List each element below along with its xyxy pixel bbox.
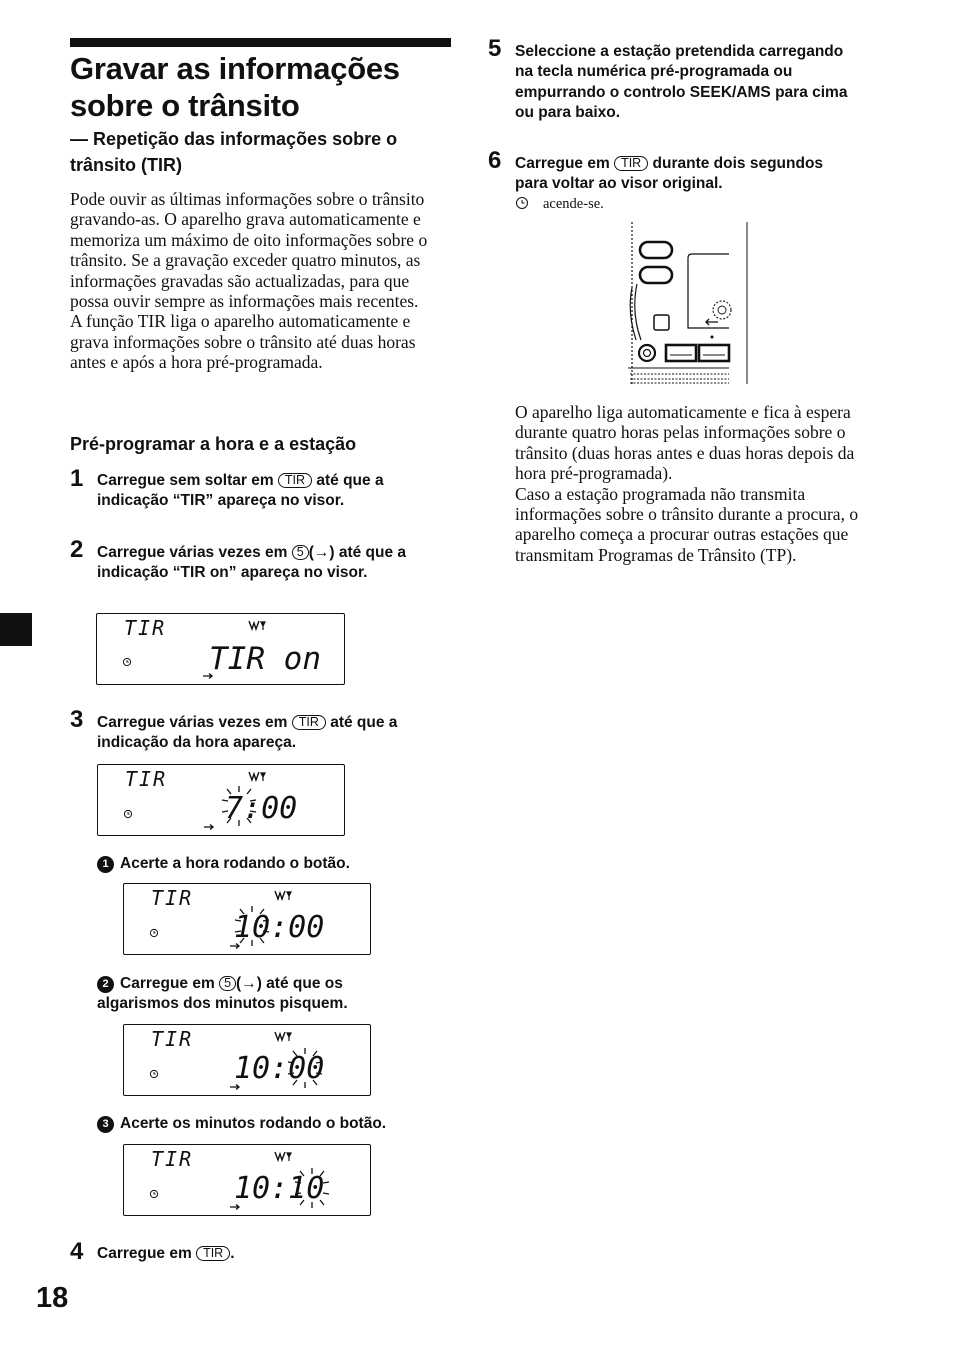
title-line-2: sobre o trânsito [70, 88, 300, 123]
arrow-label: (→) [236, 975, 262, 992]
step-6-text-a: Carregue em [515, 155, 610, 172]
lcd-display-4 [123, 1024, 371, 1096]
substep-3-text: Acerte os minutos rodando o botão. [120, 1115, 387, 1132]
substep-1 [97, 854, 452, 874]
lcd-label: TIR [125, 767, 168, 791]
lcd-main-text: 10:00 [234, 910, 325, 945]
tir-key: TIR [292, 715, 326, 730]
title-bar [70, 38, 451, 47]
title-line-1: Gravar as informações [70, 51, 400, 86]
step-4-text-a: Carregue em [97, 1245, 192, 1262]
lcd-label: TIR [124, 616, 167, 640]
page-number: 18 [36, 1282, 69, 1314]
substep-marker-3: 3 [97, 1116, 114, 1133]
lcd-display-3 [123, 883, 371, 955]
subtitle-line-2: trânsito (TIR) [70, 155, 182, 175]
closing-paragraph-2: Caso a estação programada não transmita informações sobre o trânsito durante a procura, o aparelho começa a procurar outras estações que transmitam Programas de Trânsito (TP). [515, 483, 859, 565]
tir-key: TIR [196, 1246, 230, 1261]
lcd-label: TIR [151, 886, 194, 910]
signal-icon [275, 1152, 291, 1161]
closing-paragraph-1: O aparelho liga automaticamente e fica à espera durante quatro horas pelas informações sobre o trânsito (duas horas antes e duas horas depois da hora pré-programada). [515, 402, 855, 484]
device-illustration [628, 222, 753, 386]
step-2-number: 2 [70, 536, 84, 563]
signal-icon [275, 1032, 291, 1041]
step-6-text [515, 154, 855, 195]
clock-icon [150, 1190, 157, 1197]
substep-1-text: Acerte a hora rodando o botão. [120, 855, 350, 872]
signal-icon [249, 772, 265, 781]
step-3-text-b: até que a indicação da hora apareça. [97, 714, 398, 752]
step-3-text-a: Carregue várias vezes em [97, 714, 288, 731]
lcd-main-text: 10:00 [234, 1051, 325, 1086]
lcd-display-1 [96, 613, 345, 685]
clock-icon [124, 810, 131, 817]
clock-icon [123, 658, 130, 665]
step-3-text [97, 713, 452, 754]
substep-2-text-a: Carregue em [120, 975, 215, 992]
step-6-note-text: acende-se. [543, 196, 604, 212]
step-6-text-b: durante dois segundos para voltar ao visor original. [515, 155, 824, 193]
step-1-number: 1 [70, 465, 84, 492]
intro-text [70, 189, 451, 373]
step-2-text [97, 543, 427, 584]
key-5: 5 [292, 545, 309, 560]
lcd-label: TIR [151, 1147, 194, 1171]
substep-2-text-b: até que os algarismos dos minutos pisquem. [97, 975, 348, 1013]
tir-key: TIR [614, 156, 648, 171]
lcd-main-text: TIR on [209, 641, 321, 677]
page-title [70, 50, 451, 124]
step-4-number: 4 [70, 1238, 84, 1265]
page-subtitle [70, 126, 451, 178]
substep-marker-2: 2 [97, 976, 114, 993]
step-3-number: 3 [70, 706, 84, 733]
arrow-indicator-icon [204, 825, 213, 830]
lcd-label: TIR [151, 1027, 194, 1051]
lcd-main-text: 7:00 [225, 791, 298, 826]
arrow-label: (→) [308, 544, 335, 561]
closing-text [515, 402, 865, 565]
signal-icon [275, 891, 291, 900]
subtitle-line-1: — Repetição das informações sobre o [70, 129, 398, 149]
key-5: 5 [219, 976, 236, 991]
step-6-note [515, 196, 604, 213]
lcd-display-5 [123, 1144, 371, 1216]
step-1-text-a: Carregue sem soltar em [97, 472, 274, 489]
step-5-number: 5 [488, 35, 502, 62]
step-4-text [97, 1244, 452, 1264]
intro-paragraph-1: Pode ouvir as últimas informações sobre o trânsito gravando-as. O aparelho grava automaticamente e memoriza um máximo de oito informações sobre o trânsito. Se a gravação exceder quatro minutos, as informações gravadas são actualizadas, para que possa ouvir sempre as informações mais recentes. [70, 189, 428, 312]
intro-paragraph-2: A função TIR liga o aparelho automaticamente e grava informações sobre o trânsito até duas horas antes e após a hora pré-programada. [70, 311, 416, 373]
substep-3 [97, 1114, 452, 1134]
step-1-text [97, 471, 452, 512]
tir-key: TIR [278, 473, 312, 488]
step-2-text-a: Carregue várias vezes em [97, 544, 288, 561]
step-5-text: Seleccione a estação pretendida carregando na tecla numérica pré-programada ou empurrando o controlo SEEK/AMS para cima ou para baixo. [515, 43, 848, 122]
substep-marker-1: 1 [97, 856, 114, 873]
clock-icon [515, 196, 529, 210]
section-tab-marker [0, 613, 32, 646]
clock-icon [150, 929, 157, 936]
signal-icon [249, 621, 265, 630]
substep-2 [97, 974, 407, 1015]
step-4-text-b: . [230, 1245, 235, 1262]
step-6-number: 6 [488, 147, 502, 174]
step-2-text-b: até que a indicação “TIR on” apareça no visor. [97, 544, 407, 582]
lcd-display-2 [97, 764, 345, 836]
lcd-main-text: 10:10 [234, 1171, 325, 1206]
section-title: Pré-programar a hora e a estação [70, 434, 357, 454]
step-1-text-b: até que a indicação “TIR” apareça no visor. [97, 472, 384, 510]
clock-icon [150, 1070, 157, 1077]
